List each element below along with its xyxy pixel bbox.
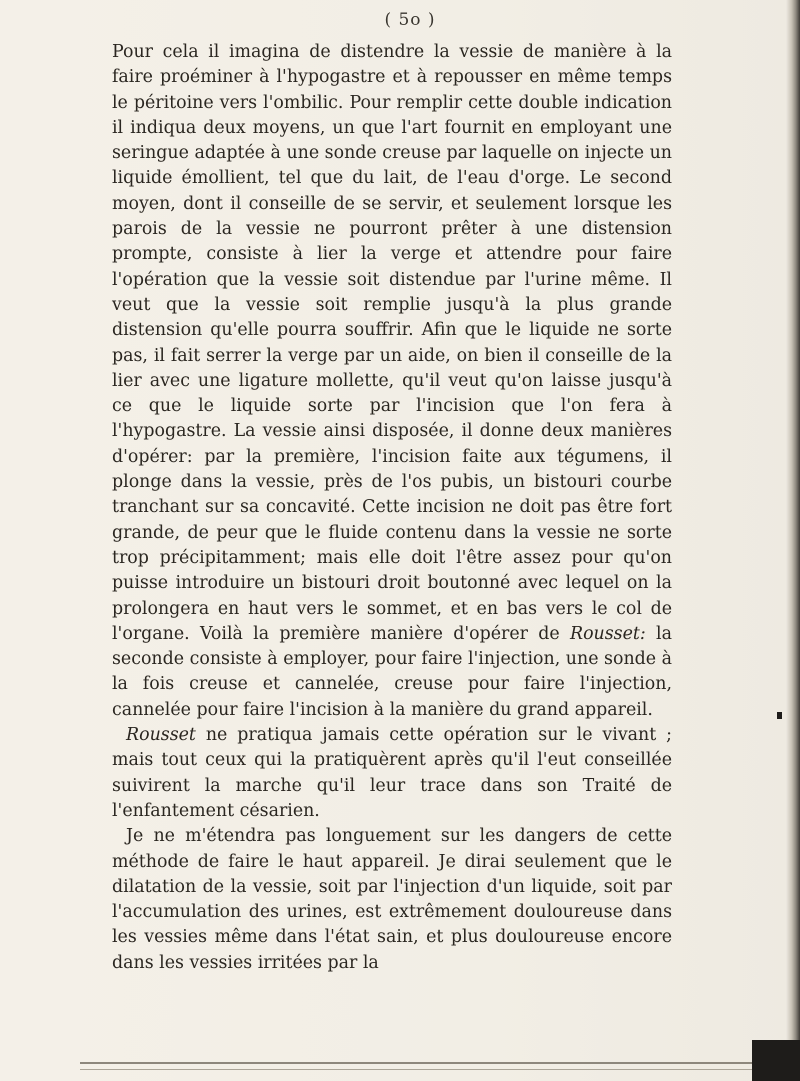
author-name-italic: Rousset: (569, 623, 646, 644)
book-binding-edge (786, 0, 800, 1081)
paragraph-text: Pour cela il imagina de distendre la vessie de manière à la faire proéminer à l'hypogastre et à repousser en même temps le péritoine vers l'ombilic. Pour remplir cette double indication il indiqua deux moyens, un que l'art fournit en employant une seringue adaptée à une sonde creuse par laquelle on injecte un liquide émollient, tel que du lait, de l'eau d'orge. Le second moyen, dont il conseille de se servir, et seulement lorsque les parois de la vessie ne pourront prêter à une distension prompte, consiste à lier la verge et attendre pour faire l'opération que la vessie soit distendue par l'urine même. Il veut que la vessie soit remplie jusqu'à la plus grande distension qu'elle pourra souffrir. Afin que le liquide ne sorte pas, il fait serrer la verge par un aide, on bien il conseille de la lier avec une ligature mollette, qu'il veut qu'on laisse jusqu'à ce que le liquide sorte par l'incision que l'on fera à l'hypogastre. La vessie ainsi disposée, il donne deux manières d'opérer: par la première, l'incision faite aux tégumens, il plonge dans la vessie, près de l'os pubis, un bistouri courbe tranchant sur sa concavité. Cette incision ne doit pas être fort grande, de peur que le fluide contenu dans la vessie ne sorte trop précipitamment; mais elle doit l'être assez pour qu'on puisse introduire un bistouri droit boutonné avec lequel on la prolongera en haut vers le sommet, et en bas vers le col de l'organe. Voilà la première manière d'opérer de (112, 42, 672, 644)
body-text (112, 40, 672, 976)
paragraph-text: la seconde consiste à employer, pour faire l'injection, une sonde à la fois creuse et cannelée, creuse pour faire l'injection, cannelée pour faire l'incision à la manière du grand appareil. (112, 623, 672, 720)
paragraph (112, 723, 672, 824)
margin-mark (777, 712, 782, 719)
page-number: ( 5o ) (384, 10, 436, 30)
page-bottom-rule-thin (80, 1069, 780, 1070)
page-bottom-rule (80, 1062, 780, 1064)
author-name-italic: Rousset (126, 725, 196, 746)
paragraph-text: ne pratiqua jamais cette opération sur le vivant ; mais tout ceux qui la pratiquèrent après qu'il l'eut conseillée suivirent la marche qu'il leur trace dans son Traité de l'enfantement césarien. (112, 725, 672, 821)
paragraph (112, 40, 672, 723)
scan-corner-shadow (752, 1040, 800, 1081)
paragraph-text: Je ne m'étendra pas longuement sur les dangers de cette méthode de faire le haut appareil. Je dirai seulement que le dilatation de la vessie, soit par l'injection d'un liquide, soit par l'accumulation des urines, est extrêmement douloureuse dans les vessies même dans l'état sain, et plus douloureuse encore dans les vessies irritées par la (112, 826, 672, 973)
paragraph (112, 824, 672, 976)
